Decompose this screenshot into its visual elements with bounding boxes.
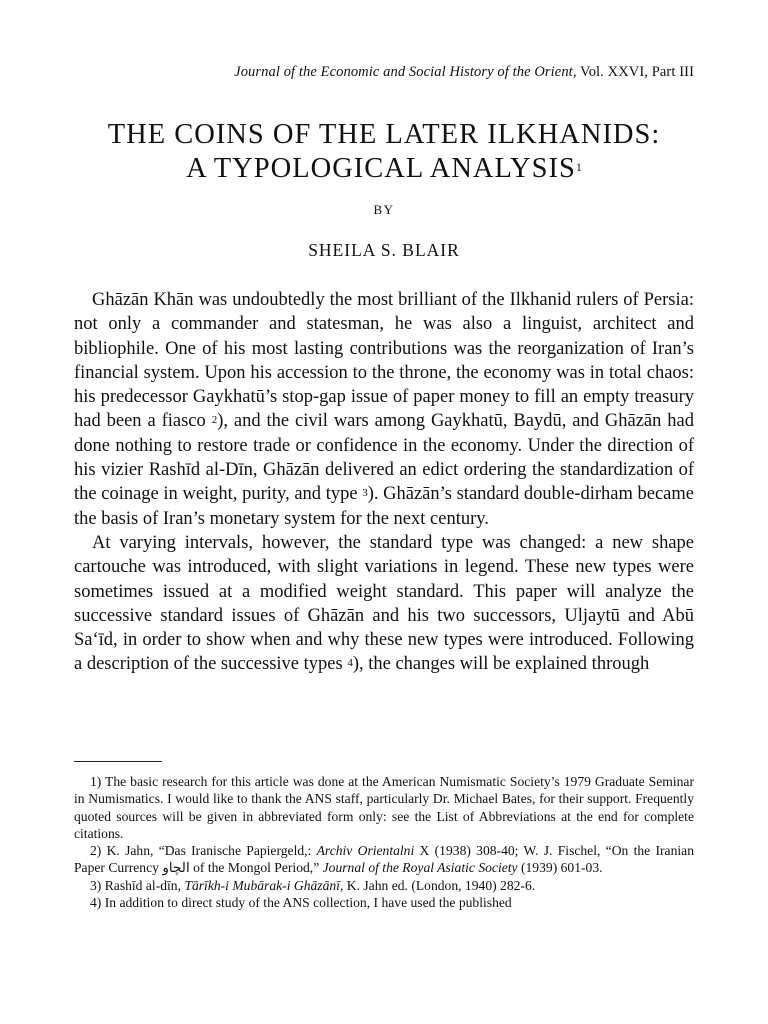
footnote-ref-3: 3 — [362, 487, 368, 500]
footnote-ref-4: 4 — [347, 657, 353, 670]
footnotes — [74, 773, 694, 911]
article-title — [0, 118, 768, 186]
footnote-2-journal-1: Archiv Orientalni — [316, 843, 415, 859]
author-name: SHEILA S. BLAIR — [308, 240, 460, 260]
footnote-3 — [74, 877, 694, 894]
journal-title: Journal of the Economic and Social History of the Orient — [234, 64, 573, 80]
footnote-1: 1) The basic research for this article was done at the American Numismatic Society’s 1979 Graduate Seminar in Numismatics. I would like to thank the ANS staff, particularly Dr. Michael Bates, for their support. Frequently quoted sources will be given in abbreviated form only: see the List of Abbreviations at the end for complete citations. — [74, 774, 694, 841]
footnote-4: 4) In addition to direct study of the ANS collection, I have used the published — [90, 895, 512, 911]
paragraph-2 — [74, 531, 694, 677]
paragraph-2-text-b: ), the changes will be explained through — [352, 654, 650, 675]
footnote-2-arabic: الچاو — [162, 860, 190, 876]
title-line-2-text: A TYPOLOGICAL ANALYSIS — [186, 153, 576, 184]
footnote-2-text-d: (1939) 601-03. — [517, 860, 603, 876]
footnote-2-text-b: X (1938) 308-40; W. J. Fischel, “On the Iranian Paper Currency — [74, 843, 694, 876]
paragraph-1-text-c: ). Ghāzān’s standard double-dirham became the basis of Iran’s monetary system for the next century. — [74, 484, 694, 529]
footnote-2-text-c: of the Mongol Period,” — [189, 860, 323, 876]
footnote-3-text-a: 3) Rashīd al-dīn, — [90, 877, 185, 893]
footnote-divider — [74, 761, 162, 762]
footnote-3-work-title: Tārīkh-i Mubārak-i Ghāzānī — [184, 877, 340, 893]
running-head — [234, 64, 694, 81]
footnote-2-journal-2: Journal of the Royal Asiatic Society — [322, 860, 518, 876]
title-footnote-ref: 1 — [575, 160, 582, 174]
footnote-2 — [74, 842, 694, 877]
footnote-3-text-b: , K. Jahn ed. (London, 1940) 282-6. — [339, 877, 536, 893]
footnote-2-text-a: 2) K. Jahn, “Das Iranische Papiergeld,: — [90, 843, 317, 859]
volume-info: , Vol. XXVI, Part III — [572, 64, 694, 80]
article-body — [74, 288, 694, 677]
paragraph-1-text-b: ), and the civil wars among Gaykhatū, Baydū, and Ghāzān had done nothing to restore trade or confidence in the economy. Under the direction of his vizier Rashīd al-Dīn, Ghāzān delivered an edict ordering the standardization of the coinage in weight, purity, and type — [74, 411, 694, 505]
footnote-ref-2: 2 — [211, 414, 218, 427]
title-line-2 — [0, 152, 768, 186]
paragraph-1-text-a: Ghāzān Khān was undoubtedly the most brilliant of the Ilkhanid rulers of Persia: not only a commander and statesman, he was also a linguist, architect and bibliophile. One of his most lasting contributions was the reorganization of Iran’s financial system. Upon his accession to the throne, the economy was in total chaos: his predecessor Gaykhatū’s stop-gap issue of paper money to fill an empty treasury had been a fiasco — [74, 290, 694, 432]
paragraph-2-text-a: At varying intervals, however, the standard type was changed: a new shape cartouche was introduced, with slight variations in legend. These new types were sometimes issued at a modified weight standard. This paper will analyze the successive standard issues of Ghāzān and his two successors, Uljaytū and Abū Sa‘īd, in order to show when and why these new types were introduced. Following a description of the successive types — [74, 532, 694, 675]
paragraph-1 — [74, 288, 694, 531]
byline: BY — [373, 202, 395, 217]
title-line-1: THE COINS OF THE LATER ILKHANIDS: — [107, 119, 661, 150]
